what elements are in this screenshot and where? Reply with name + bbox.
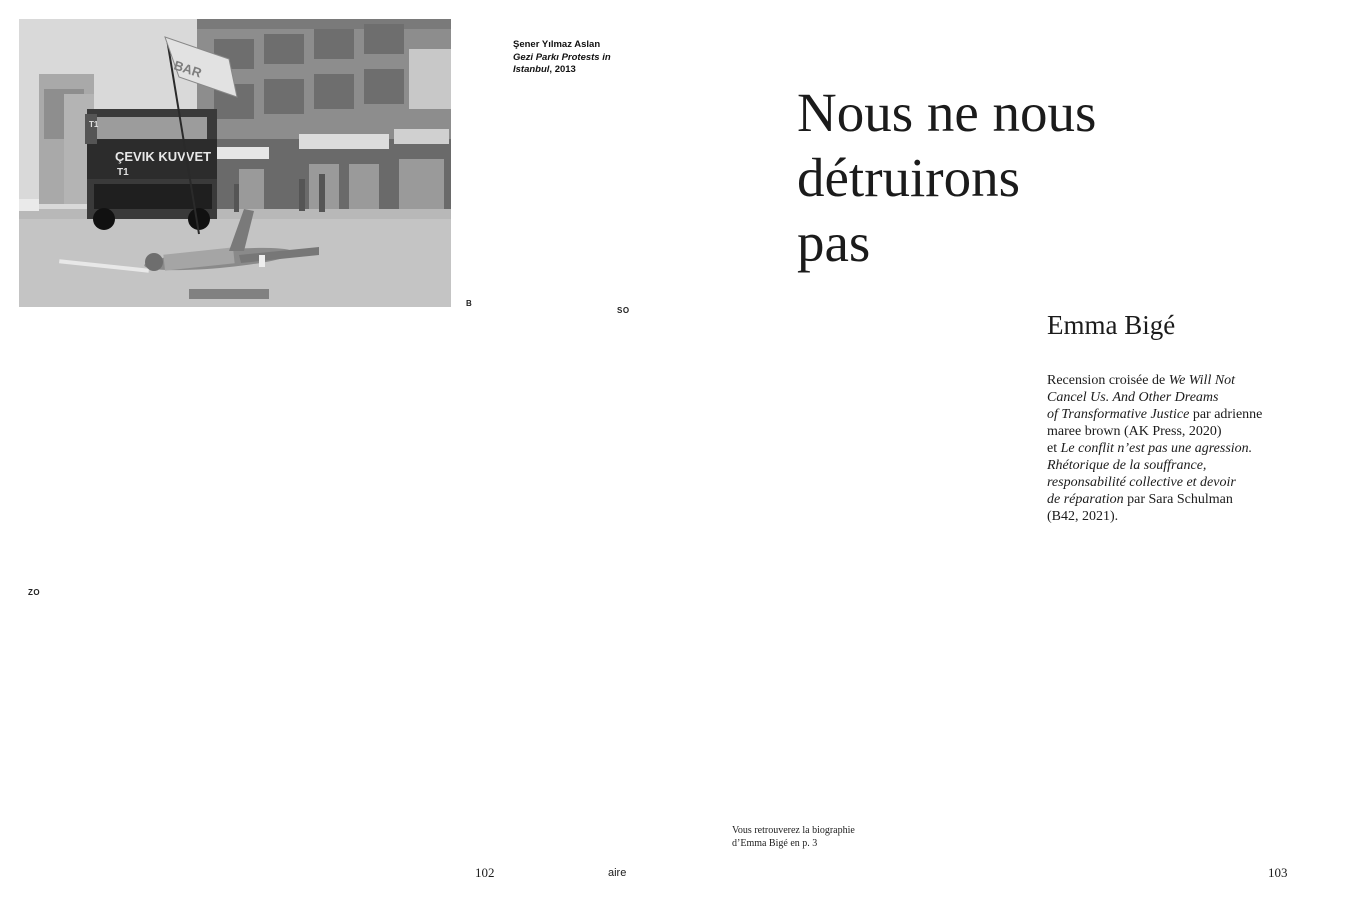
title-line: Nous ne nous [797,82,1097,143]
truck-side-label: T1 [89,120,99,129]
review-line: Recension croisée de We Will Not [1047,373,1236,388]
review-line: maree brown (AK Press, 2020) [1047,424,1222,439]
margin-mark-so: SO [617,306,630,315]
article-title [797,80,1257,275]
page-number-left: 102 [475,865,495,880]
bio-note [732,824,882,850]
caption-photographer: Şener Yılmaz Aslan [513,39,601,50]
bio-note-line: d’Emma Bigé en p. 3 [732,838,818,849]
review-line: Rhétorique de la souffrance, [1047,458,1207,473]
truck-lettering: ÇEVIK KUVVET [115,149,212,164]
review-description [1047,372,1297,525]
title-line: détruirons [797,147,1021,208]
photo-caption [513,39,653,77]
page-number-right: 103 [1268,865,1288,880]
title-line: pas [797,212,871,273]
review-line: of Transformative Justice par adrienne [1047,407,1263,422]
photo-illustration [19,19,451,307]
review-line: (B42, 2021). [1047,509,1119,524]
flag-lettering: BAR [172,57,204,81]
review-line: responsabilité collective et devoir [1047,475,1236,490]
running-footer: aire [608,867,627,879]
bio-note-line: Vous retrouverez la biographie [732,825,855,836]
review-line: de réparation par Sara Schulman [1047,492,1233,507]
article-author: Emma Bigé [1047,310,1176,340]
truck-plate: T1 [117,167,129,178]
margin-mark-zo: ZO [28,588,41,597]
caption-place-date: Istanbul, 2013 [513,64,576,75]
review-line: Cancel Us. And Other Dreams [1047,390,1219,405]
margin-mark-b: B [466,299,473,308]
protest-photo [19,19,451,307]
caption-title-line: Gezi Parkı Protests in [513,51,611,63]
review-line: et Le conflit n’est pas une agression. [1047,441,1253,456]
